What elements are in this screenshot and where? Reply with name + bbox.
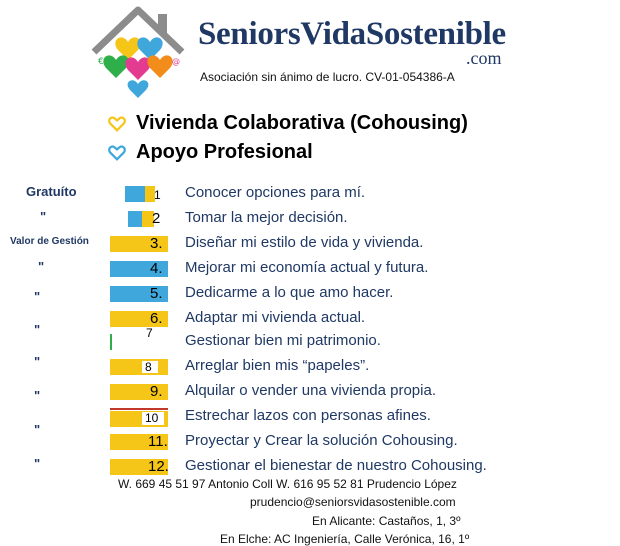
brand-name: SeniorsVidaSostenible — [198, 16, 506, 52]
ditto-mark: " — [34, 388, 41, 403]
footer-email: prudencio@seniorsvidasostenible.com — [250, 495, 456, 509]
service-number: 1 — [154, 188, 161, 202]
service-label: Proyectar y Crear la solución Cohousing. — [185, 432, 458, 449]
service-number: 5. — [150, 285, 163, 302]
footer-phones: W. 669 45 51 97 Antonio Coll W. 616 95 52 81 Prudencio López — [118, 477, 457, 491]
service-row — [108, 357, 578, 377]
service-row — [108, 432, 578, 452]
service-row — [108, 382, 578, 402]
footer-alicante: En Alicante: Castaños, 1, 3º — [312, 514, 461, 528]
ditto-mark: " — [40, 209, 47, 224]
status-bar — [110, 359, 168, 375]
ditto-mark: " — [34, 289, 41, 304]
service-row — [108, 259, 578, 279]
service-label: Conocer opciones para mí. — [185, 184, 366, 201]
service-number: 6. — [150, 310, 163, 327]
service-number: 10 — [145, 411, 159, 425]
house-hearts-logo — [88, 4, 188, 104]
service-number: 8 — [145, 360, 152, 374]
service-label: Gestionar el bienestar de nuestro Cohousing. — [185, 457, 487, 474]
svg-text:€: € — [98, 57, 104, 67]
service-label: Dedicarme a lo que amo hacer. — [185, 284, 394, 301]
tagline: Asociación sin ánimo de lucro. CV-01-054386-A — [200, 70, 455, 84]
service-label: Arreglar bien mis “papeles”. — [185, 357, 370, 374]
footer-elche: En Elche: AC Ingeniería, Calle Verónica, 16, 1º — [220, 532, 470, 546]
service-label: Mejorar mi economía actual y futura. — [185, 259, 429, 276]
heading-text: Vivienda Colaborativa (Cohousing) — [136, 112, 468, 134]
service-label: Diseñar mi estilo de vida y vivienda. — [185, 234, 424, 251]
label-value: Valor de Gestión — [10, 236, 89, 247]
service-number: 3. — [150, 235, 163, 252]
status-bar — [110, 334, 112, 350]
svg-text:@: @ — [172, 57, 180, 66]
service-row — [108, 184, 578, 204]
service-label: Adaptar mi vivienda actual. — [185, 309, 366, 326]
service-number: 4. — [150, 260, 163, 277]
ditto-mark: " — [38, 259, 45, 274]
ditto-mark: " — [34, 456, 41, 471]
heading-apoyo — [108, 141, 313, 164]
service-label: Estrechar lazos con personas afines. — [185, 407, 431, 424]
service-row — [108, 326, 578, 352]
service-label: Gestionar bien mi patrimonio. — [185, 332, 381, 349]
status-bar — [110, 408, 168, 410]
service-number: 12. — [148, 458, 169, 475]
service-row — [108, 284, 578, 304]
service-number: 9. — [150, 383, 163, 400]
yellow-heart-icon — [108, 115, 126, 133]
service-number: 7 — [146, 326, 153, 340]
ditto-mark: " — [34, 422, 41, 437]
service-row — [108, 309, 578, 329]
service-label: Alquilar o vender una vivienda propia. — [185, 382, 436, 399]
heading-cohousing — [108, 112, 468, 135]
service-label: Tomar la mejor decisión. — [185, 209, 348, 226]
service-number: 2 — [152, 210, 161, 227]
label-free: Gratuíto — [26, 184, 77, 199]
ditto-mark: " — [34, 354, 41, 369]
heading-text: Apoyo Profesional — [136, 141, 313, 163]
ditto-mark: " — [34, 322, 41, 337]
service-number: 11. — [148, 433, 168, 450]
blue-heart-icon — [108, 144, 126, 162]
service-row — [108, 407, 578, 427]
service-row — [108, 209, 578, 229]
brand-domain: .com — [466, 48, 502, 68]
service-row — [108, 234, 578, 254]
service-row — [108, 457, 578, 477]
